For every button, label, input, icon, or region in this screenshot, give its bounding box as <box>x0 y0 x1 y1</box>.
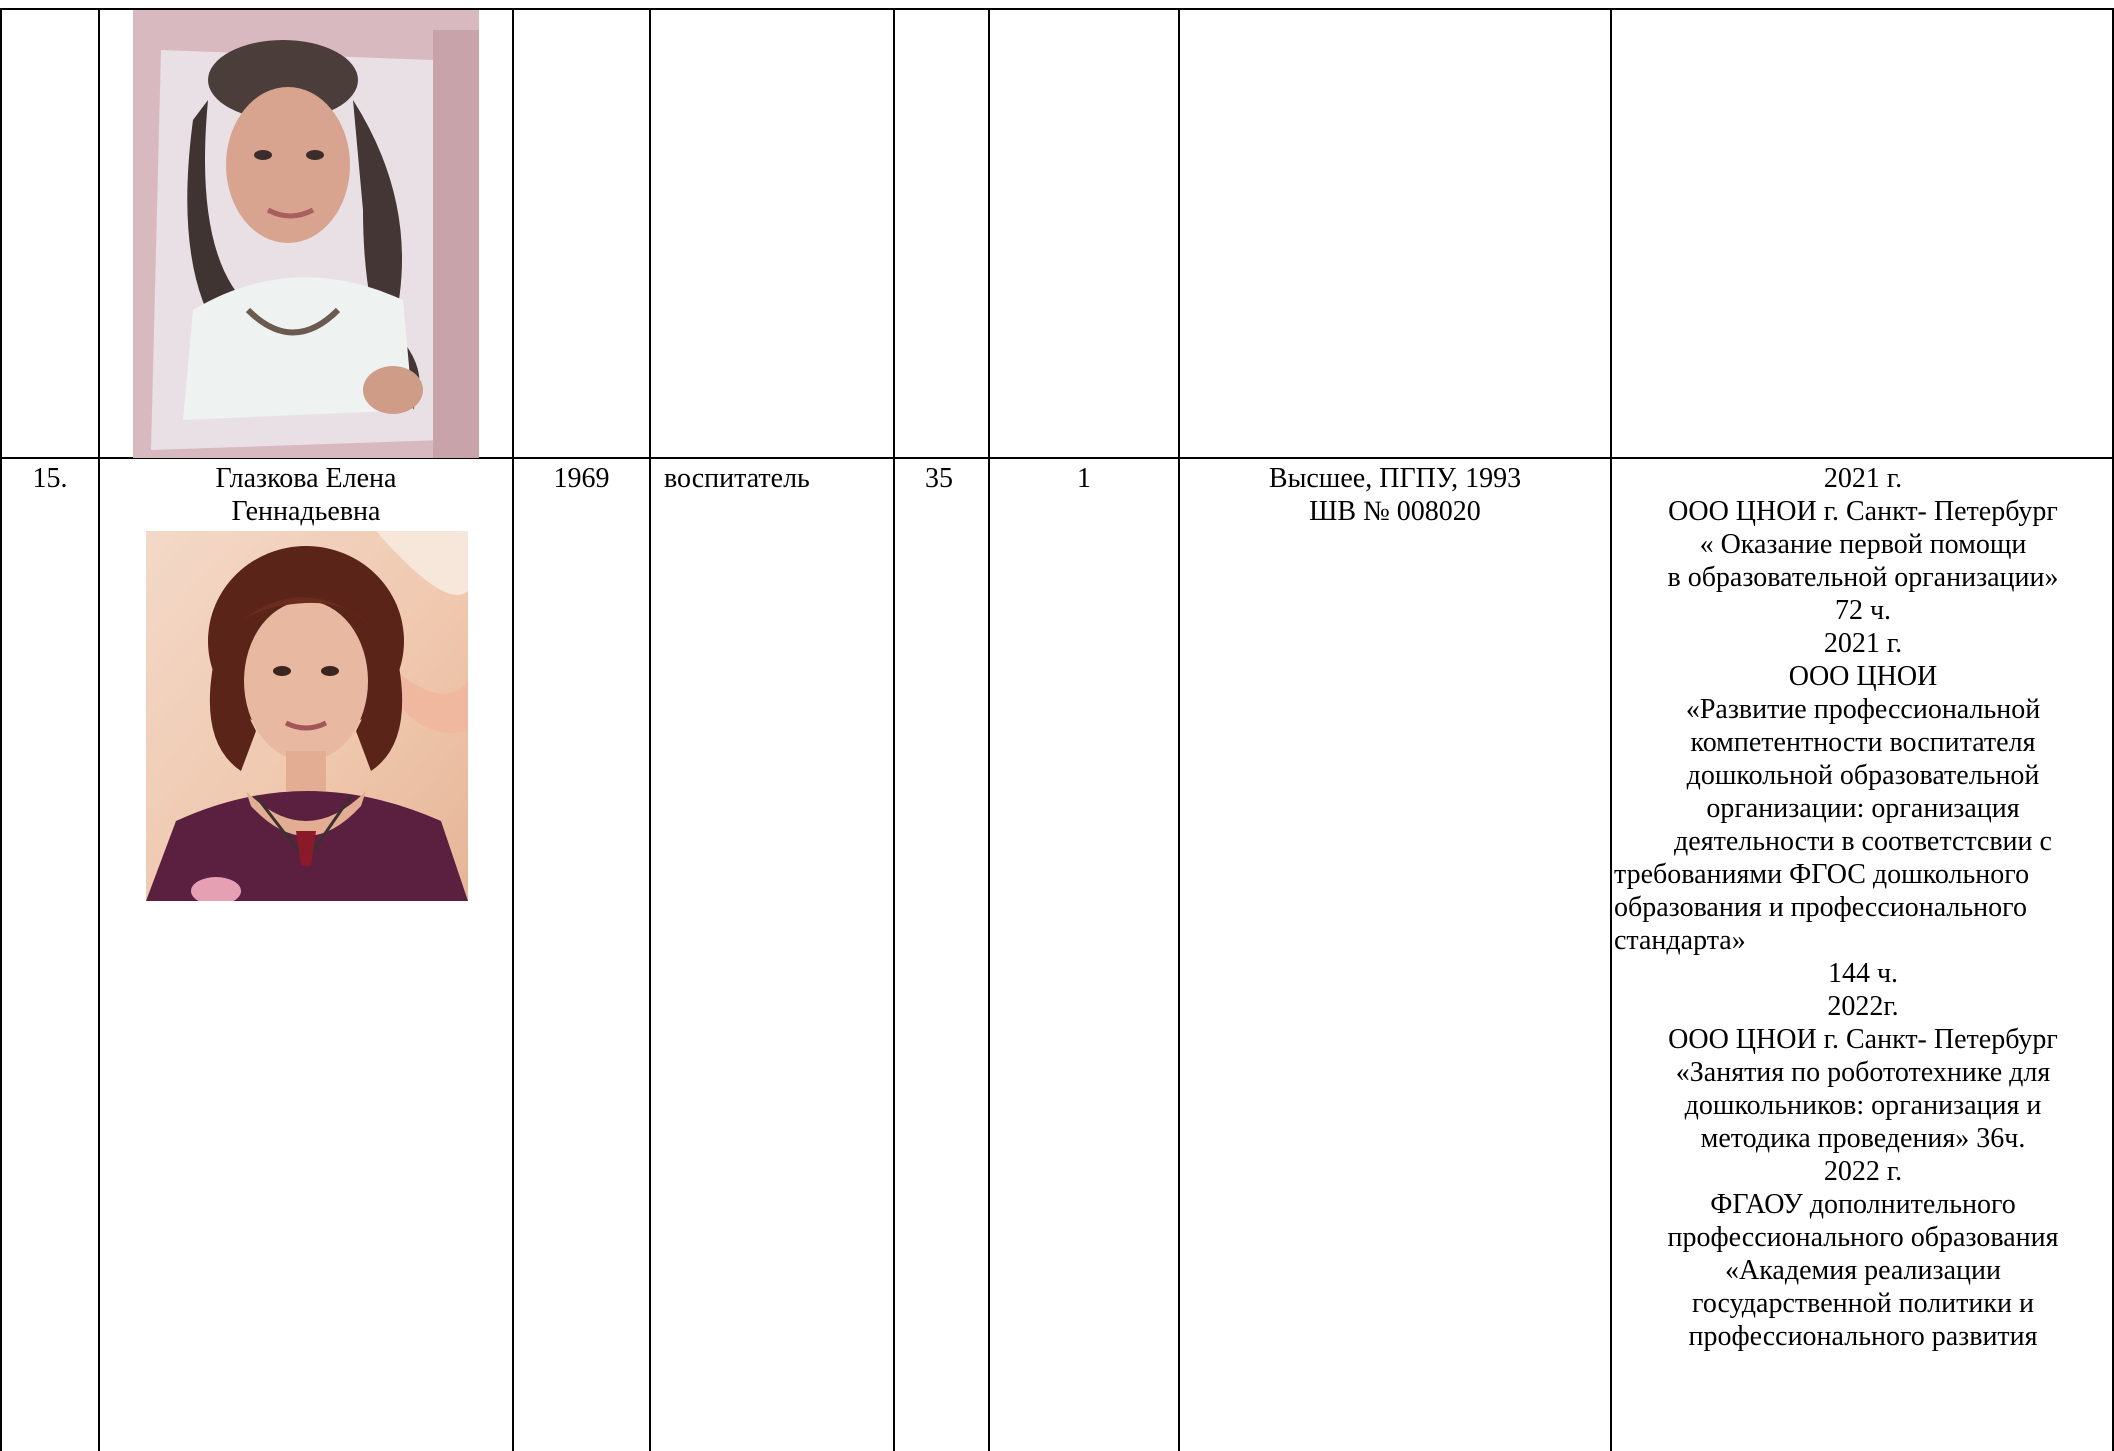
course-line: образования и профессионального <box>1614 892 2027 923</box>
course-line: ФГАОУ дополнительного <box>1710 1189 2016 1220</box>
course-line: 2021 г. <box>1823 463 1903 494</box>
birth-year-text: 1969 <box>553 463 610 494</box>
course-line: организации: организация <box>1706 793 2020 824</box>
course-line: компетентности воспитателя <box>1690 727 2036 758</box>
column-border <box>649 8 651 1451</box>
education <box>1180 462 1610 528</box>
course-line: методика проведения» 36ч. <box>1700 1123 2026 1154</box>
birth-year <box>514 462 649 495</box>
course-line: требованиями ФГОС дошкольного <box>1614 859 2030 890</box>
course-line: 2021 г. <box>1823 628 1903 659</box>
education-line1: Высшее, ПГПУ, 1993 <box>1268 463 1522 494</box>
course-line: профессионального образования <box>1667 1222 2059 1253</box>
employee-photo <box>146 531 468 901</box>
column-border <box>0 8 2 1451</box>
course-line: 2022 г. <box>1823 1156 1903 1187</box>
position-text: воспитатель <box>664 463 810 494</box>
course-line: дошкольной образовательной <box>1686 760 2040 791</box>
course-line: 2022г. <box>1827 991 1899 1022</box>
course-line: «Академия реализации <box>1725 1255 2001 1286</box>
course-line: ООО ЦНОИ г. Санкт- Петербург <box>1668 1024 2058 1055</box>
course-line: дошкольников: организация и <box>1684 1090 2042 1121</box>
column-border <box>1610 8 1612 1451</box>
course-line: деятельности в соответстсвии с <box>1674 826 2052 857</box>
column-border <box>988 8 990 1451</box>
employee-name <box>100 462 512 528</box>
portrait-photo-icon <box>133 10 479 458</box>
employee-name-line1: Глазкова Елена <box>215 463 397 494</box>
course-line: профессионального развития <box>1688 1321 2038 1352</box>
course-line: 144 ч. <box>1827 958 1899 989</box>
row-number-text: 15. <box>32 463 68 494</box>
portrait-photo-icon <box>146 531 468 901</box>
course-line: ООО ЦНОИ <box>1788 661 1938 692</box>
row-number <box>2 462 98 495</box>
course-line: стандарта» <box>1614 925 1746 956</box>
ped-experience-text: 1 <box>1077 463 1091 494</box>
qualification-courses <box>1614 462 2112 1353</box>
column-border <box>1178 8 1180 1451</box>
course-line: в образовательной организации» <box>1667 562 2059 593</box>
position <box>664 462 893 495</box>
course-line: « Оказание первой помощи <box>1699 529 2027 560</box>
previous-employee-photo <box>133 10 479 458</box>
column-border <box>98 8 100 1451</box>
ped-experience <box>990 462 1178 495</box>
employee-name-line2: Геннадьевна <box>231 496 381 527</box>
course-line: ООО ЦНОИ г. Санкт- Петербург <box>1668 496 2058 527</box>
course-line: «Занятия по робототехнике для <box>1675 1057 2051 1088</box>
education-line2: ШВ № 008020 <box>1309 496 1481 527</box>
course-line: «Развитие профессиональной <box>1685 694 2041 725</box>
course-line: 72 ч. <box>1834 595 1892 626</box>
column-border <box>893 8 895 1451</box>
total-experience-text: 35 <box>925 463 953 494</box>
column-border <box>512 8 514 1451</box>
total-experience <box>925 462 988 495</box>
course-line: государственной политики и <box>1692 1288 2034 1319</box>
